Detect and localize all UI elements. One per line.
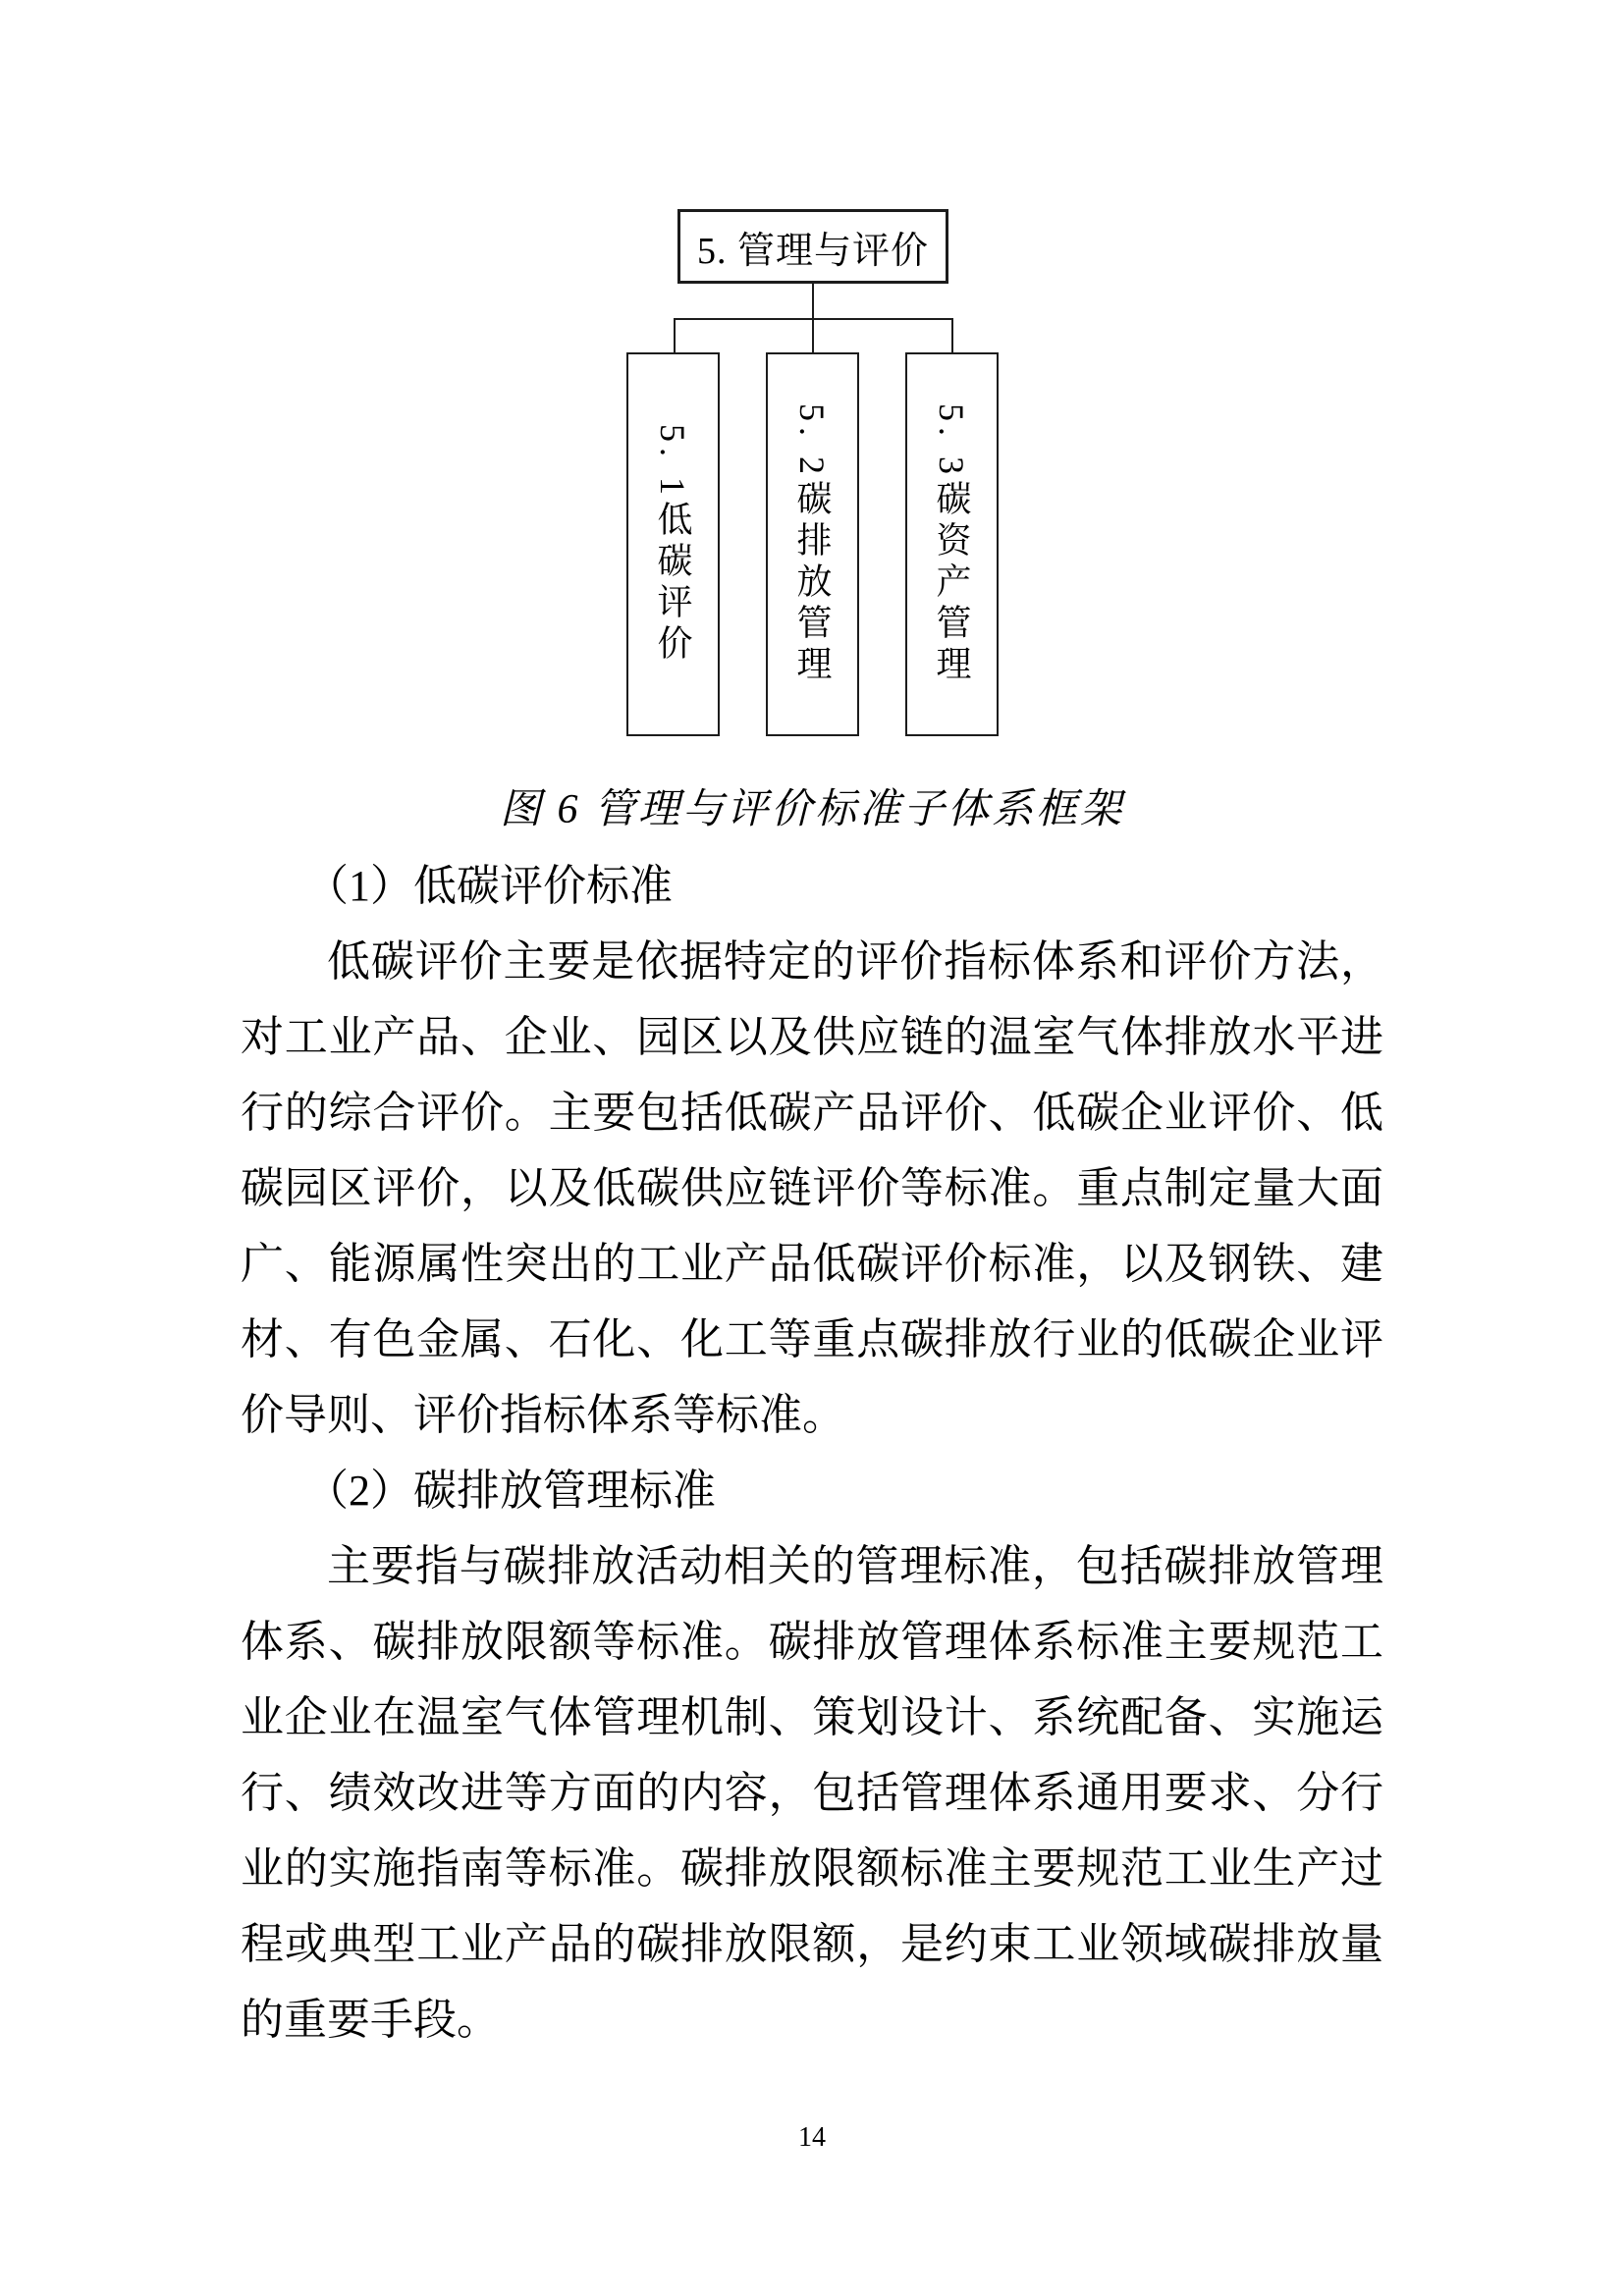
connector-line — [812, 318, 814, 353]
body-text — [241, 848, 1383, 2057]
section-heading: （1）低碳评价标准 — [305, 862, 673, 910]
connector-line — [951, 318, 953, 353]
chart-child-label: 5. 2碳排放管理 — [792, 402, 832, 686]
paragraph — [241, 924, 1383, 1453]
paragraph — [241, 1528, 1383, 2057]
text-line: 主要指与碳排放活动相关的管理标准，包括碳排放管理 — [327, 1542, 1383, 1590]
chart-children — [626, 352, 999, 736]
text-line: 材、有色金属、石化、化工等重点碳排放行业的低碳企业评 — [241, 1315, 1383, 1363]
section-heading: （2）碳排放管理标准 — [305, 1467, 716, 1515]
chart-child-box — [766, 352, 859, 736]
text-line: 行、绩效改进等方面的内容，包括管理体系通用要求、分行 — [241, 1769, 1383, 1817]
chart-child-label: 5. 3碳资产管理 — [932, 402, 971, 686]
figure-caption: 图 6 管理与评价标准子体系框架 — [499, 787, 1124, 832]
text-line: 体系、碳排放限额等标准。碳排放管理体系标准主要规范工 — [241, 1618, 1383, 1666]
text-line: 广、能源属性突出的工业产品低碳评价标准，以及钢铁、建 — [241, 1240, 1383, 1288]
text-line: 程或典型工业产品的碳排放限额，是约束工业领域碳排放量 — [241, 1920, 1383, 1968]
text-line: 业企业在温室气体管理机制、策划设计、系统配备、实施运 — [241, 1693, 1383, 1741]
text-line: 碳园区评价，以及低碳供应链评价等标准。重点制定量大面 — [241, 1164, 1383, 1212]
text-line: 对工业产品、企业、园区以及供应链的温室气体排放水平进 — [241, 1013, 1383, 1061]
chart-child-box — [905, 352, 999, 736]
connector-line — [674, 318, 676, 353]
text-line: 低碳评价主要是依据特定的评价指标体系和评价方法， — [327, 937, 1383, 986]
chart-child-box — [626, 352, 720, 736]
page-number: 14 — [798, 2122, 826, 2153]
chart-root-box: 5. 管理与评价 — [677, 209, 948, 284]
text-line: 价导则、评价指标体系等标准。 — [241, 1391, 845, 1439]
chart-child-label: 5. 1低碳评价 — [653, 423, 692, 666]
text-line: 业的实施指南等标准。碳排放限额标准主要规范工业生产过 — [241, 1844, 1383, 1893]
text-line: 行的综合评价。主要包括低碳产品评价、低碳企业评价、低 — [241, 1089, 1383, 1137]
text-line: 的重要手段。 — [241, 1996, 500, 2044]
connector-line — [812, 284, 814, 319]
